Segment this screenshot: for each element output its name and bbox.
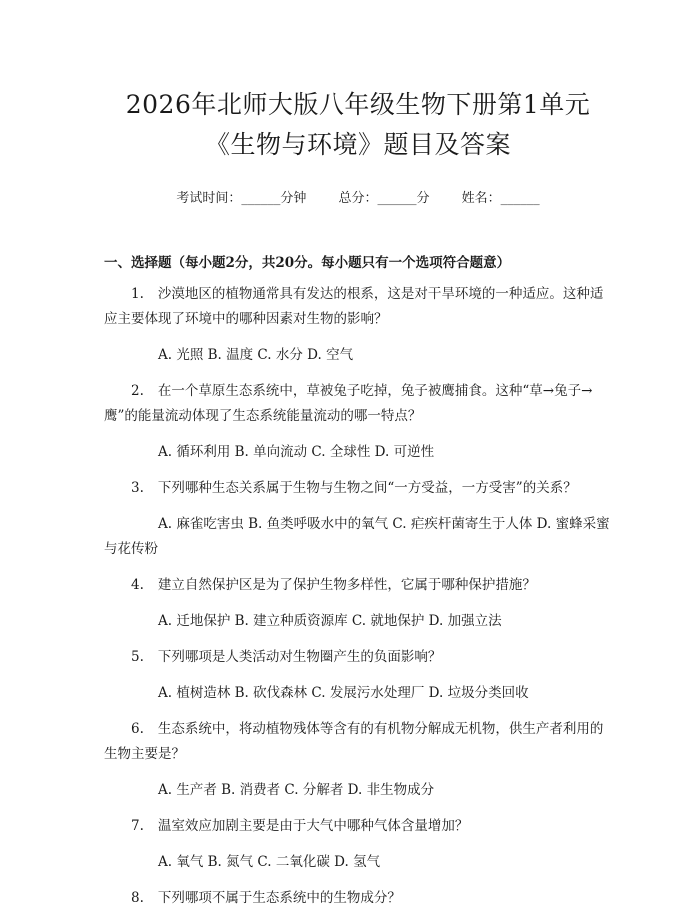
question-text: 下列哪项不属于生态系统中的生物成分？ [157,890,401,906]
question-number: 3. [131,480,144,496]
question-number: 8. [131,890,144,906]
question-2-options: A. 循环利用 B. 单向流动 C. 全球性 D. 可逆性 [158,444,435,460]
question-text: 沙漠地区的植物通常具有发达的根系，这是对干旱环境的一种适应。这种适应主要体现了环境中的哪种因素对生物的影响？ [104,286,604,327]
exam-total-score: 总分：______分 [338,191,430,206]
question-8 [104,886,612,911]
title-line-2: 《生物与环境》题目及答案 [204,130,511,159]
question-number: 2. [131,383,144,399]
question-text: 下列哪项是人类活动对生物圈产生的负面影响？ [157,649,442,665]
question-1 [104,282,612,332]
question-6-options: A. 生产者 B. 消费者 C. 分解者 D. 非生物成分 [158,782,435,798]
question-4 [104,573,612,598]
document-title [104,0,612,165]
question-text: 在一个草原生态系统中，草被兔子吃掉，兔子被鹰捕食。这种“草→兔子→鹰”的能量流动体现了生态系统能量流动的哪一特点？ [104,383,593,424]
question-number: 6. [131,721,144,737]
title-line-1: 2026年北师大版八年级生物下册第1单元 [125,90,591,119]
exam-name: 姓名：______ [461,191,540,206]
question-4-options: A. 迁地保护 B. 建立种质资源库 C. 就地保护 D. 加强立法 [158,613,502,629]
question-text: 温室效应加剧主要是由于大气中哪种气体含量增加？ [157,818,469,834]
question-5 [104,645,612,670]
question-7-options: A. 氧气 B. 氮气 C. 二氧化碳 D. 氢气 [158,854,381,870]
question-3-options: A. 麻雀吃害虫 B. 鱼类呼吸水中的氧气 C. 疟疾杆菌寄生于人体 D. 蜜蜂采蜜与花传粉 [104,516,610,557]
question-number: 7. [131,818,144,834]
question-6 [104,717,612,767]
question-number: 5. [131,649,144,665]
question-number: 4. [131,577,144,593]
question-text: 下列哪种生态关系属于生物与生物之间“一方受益，一方受害”的关系？ [157,480,577,496]
exam-meta [104,187,612,206]
question-1-options: A. 光照 B. 温度 C. 水分 D. 空气 [158,347,354,363]
question-7 [104,814,612,839]
exam-time: 考试时间：______分钟 [176,191,307,206]
question-text: 生态系统中，将动植物残体等含有的有机物分解成无机物，供生产者利用的生物主要是？ [104,721,604,762]
section-heading: 一、选择题（每小题2分，共20分。每小题只有一个选项符合题意） [104,255,511,271]
question-text: 建立自然保护区是为了保护生物多样性，它属于哪种保护措施？ [157,577,536,593]
question-2 [104,379,612,429]
question-number: 1. [131,286,144,302]
question-5-options: A. 植树造林 B. 砍伐森林 C. 发展污水处理厂 D. 垃圾分类回收 [158,685,529,701]
question-3 [104,476,612,501]
